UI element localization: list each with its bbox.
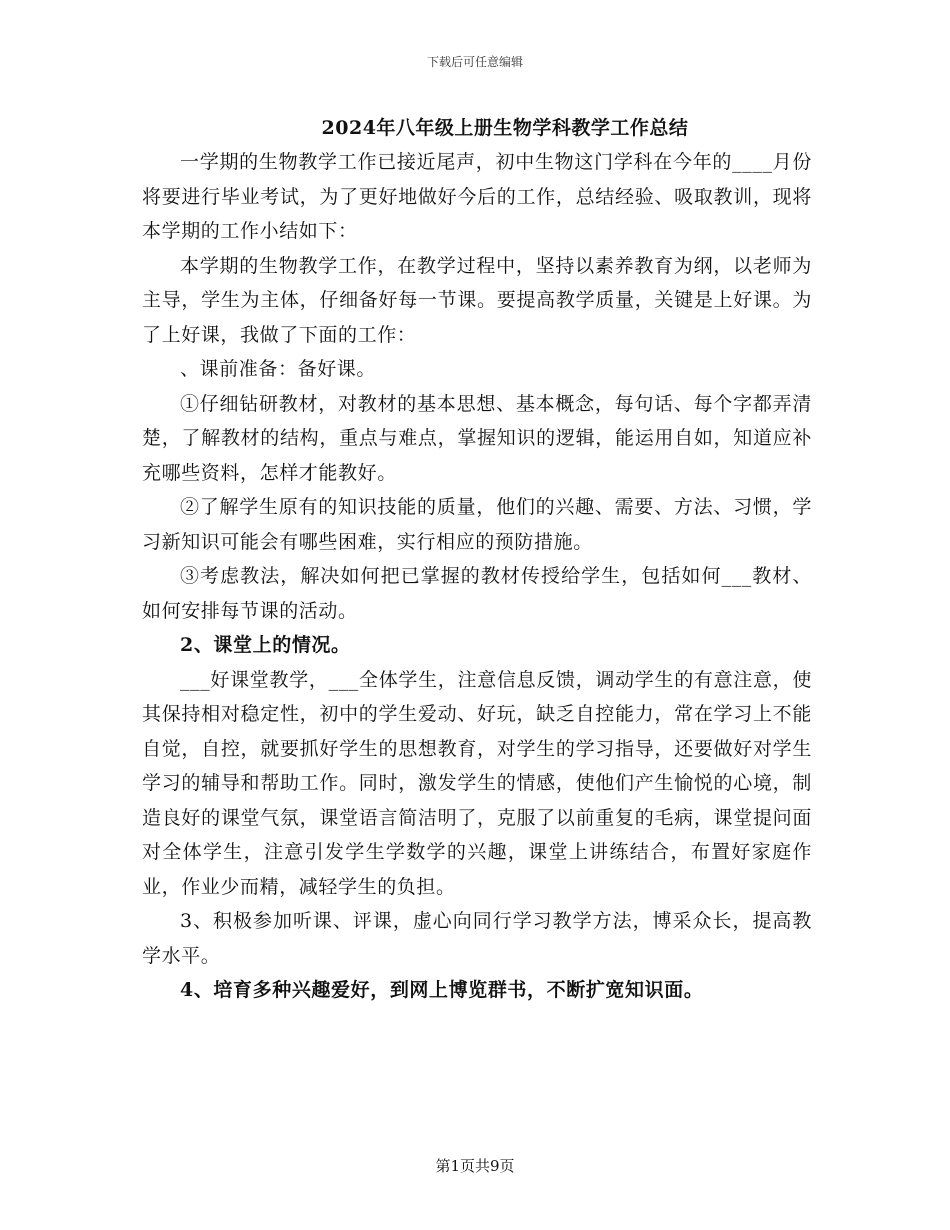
paragraph-know-students: ②了解学生原有的知识技能的质量，他们的兴趣、需要、方法、习惯，学习新知识可能会有哪些困难，实行相应的预防措施。 [142,496,812,553]
paragraph-overview: 本学期的生物教学工作，在教学过程中，坚持以素养教育为纲，以老师为主导，学生为主体，仔细备好每一节课。要提高教学质量，关键是上好课。为了上好课，我做了下面的工作： [142,254,812,346]
paragraph-observation: 3、积极参加听课、评课，虚心向同行学习教学方法，博采众长，提高教学水平。 [142,910,812,967]
heading-interests: 4、培育多种兴趣爱好，到网上博览群书，不断扩宽知识面。 [180,979,704,1001]
heading-classroom: 2、课堂上的情况。 [180,634,351,656]
paragraph-intro: 一学期的生物教学工作已接近尾声，初中生物这门学科在今年的____月份将要进行毕业考试，为了更好地做好今后的工作，总结经验、吸取教训，现将本学期的工作小结如下： [142,151,812,242]
paragraph-study-materials: ①仔细钻研教材，对教材的基本思想、基本概念，每句话、每个字都弄清楚，了解教材的结构，重点与难点，掌握知识的逻辑，能运用自如，知道应补充哪些资料，怎样才能教好。 [142,392,812,484]
paragraph-teaching-method: ③考虑教法，解决如何把已掌握的教材传授给学生，包括如何___教材、如何安排每节课的活动。 [142,565,812,622]
paragraph-lesson-prep: 、课前准备：备好课。 [180,358,377,380]
paragraph-classroom: ___好课堂教学，___全体学生，注意信息反馈，调动学生的有意注意，使其保持相对稳定性，初中的学生爱动、好玩，缺乏自控能力，常在学习上不能自觉，自控，就要抓好学生的思想教育，对学生的学习指导，还要做好对学生学习的辅导和帮助工作。同时，激发学生的情感，使他们产生愉悦的心境，制造良好的课堂气氛，课堂语言简洁明了，克服了以前重复的毛病，课堂提问面对全体学生，注意引发学生学数学的兴趣，课堂上讲练结合，布置好家庭作业，作业少而精，减轻学生的负担。 [142,668,812,898]
page-number: 第1页共9页 [435,1157,515,1175]
document-body [142,145,812,1008]
header-note: 下载后可任意编辑 [426,55,523,69]
document-title: 2024年八年级上册生物学科教学工作总结 [321,117,689,139]
